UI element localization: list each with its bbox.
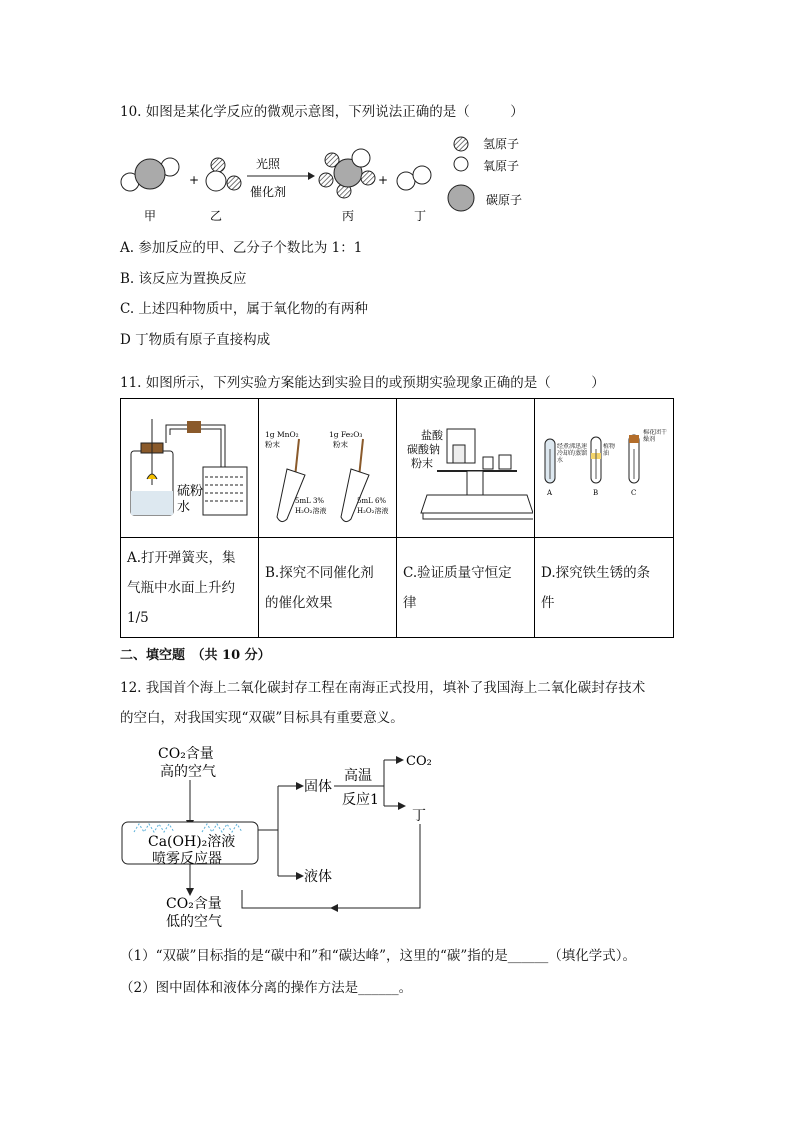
q12-stem-line1: 12. 我国首个海上二氧化碳封存工程在南海正式投用，填补了我国海上二氧化碳封存技术 xyxy=(120,680,646,696)
section-title: 二、填空题 （共 10 分） xyxy=(120,648,271,663)
label-sol1: 5mL 3% xyxy=(295,497,325,505)
q12-sub2: （2）图中固体和液体分离的操作方法是______。 xyxy=(120,980,413,996)
molecule-yi xyxy=(206,158,241,191)
svg-text:C: C xyxy=(631,489,637,497)
experiment-b-image xyxy=(259,399,397,538)
legend xyxy=(448,137,522,211)
legend-oxygen: 氧原子 xyxy=(483,159,520,173)
experiment-a-image xyxy=(121,399,259,538)
oxygen-volume-apparatus xyxy=(121,399,257,533)
q10-option-b: B. 该反应为置换反应 xyxy=(120,271,247,287)
input-air-label: CO₂含量 xyxy=(158,746,214,762)
co2-product: CO₂ xyxy=(406,754,432,769)
svg-text:H₂O₂溶液: H₂O₂溶液 xyxy=(295,507,327,515)
caption-a: A.打开弹簧夹，集 气瓶中水面上升约 1/5 xyxy=(121,538,259,638)
svg-text:粉末: 粉末 xyxy=(265,440,280,449)
reaction1-label: 反应1 xyxy=(342,792,379,808)
plus-2: + xyxy=(378,173,389,187)
svg-text:高的空气: 高的空气 xyxy=(160,764,216,780)
reactor-label-2: 喷雾反应器 xyxy=(152,851,222,867)
svg-text:粉末: 粉末 xyxy=(411,457,433,470)
q12-stem-line2: 的空白，对我国实现“双碳”目标具有重要意义。 xyxy=(120,710,404,726)
label-mno2: 1g MnO₂ xyxy=(265,430,299,439)
output-air-label: CO₂含量 xyxy=(166,896,222,912)
rust-tubes xyxy=(535,399,672,533)
label-yi: 乙 xyxy=(210,209,223,223)
caption-d: D.探究铁生锈的条 件 xyxy=(535,538,674,638)
caption-b: B.探究不同催化剂 的催化效果 xyxy=(259,538,397,638)
molecule-bing xyxy=(319,149,375,198)
molecule-ding xyxy=(397,166,431,190)
svg-text:B: B xyxy=(593,489,599,497)
q11-experiment-table xyxy=(120,398,674,638)
solid-label: 固体 xyxy=(304,779,332,795)
q10-stem: 10. 如图是某化学反应的微观示意图，下列说法正确的是（ ） xyxy=(120,104,524,120)
label-ding: 丁 xyxy=(414,209,427,223)
label-water: 水 xyxy=(177,500,191,515)
svg-text:A: A xyxy=(547,489,553,497)
liquid-label: 液体 xyxy=(304,869,332,885)
label-na2co3: 碳酸钠 xyxy=(407,443,440,456)
q10-reaction-diagram xyxy=(110,128,550,228)
label-oil: 植物油 xyxy=(603,443,615,457)
legend-hydrogen: 氢原子 xyxy=(483,137,520,151)
label-sol2: 5mL 6% xyxy=(357,497,387,505)
q11-stem: 11. 如图所示，下列实验方案能达到实验目的或预期实验现象正确的是（ ） xyxy=(120,375,605,391)
label-fe2o3: 1g Fe₂O₃ xyxy=(329,430,363,439)
balance-apparatus xyxy=(397,399,533,533)
q10-option-c: C. 上述四种物质中，属于氧化物的有两种 xyxy=(120,301,368,317)
caption-c: C.验证质量守恒定 律 xyxy=(397,538,535,638)
q10-option-d: D 丁物质有原子直接构成 xyxy=(120,332,271,348)
legend-carbon: 碳原子 xyxy=(486,193,523,207)
high-temp-label: 高温 xyxy=(344,768,372,784)
label-hcl: 盐酸 xyxy=(421,429,443,442)
experiment-d-image xyxy=(535,399,674,538)
experiment-c-image xyxy=(397,399,535,538)
label-bing: 丙 xyxy=(342,209,355,223)
label-sulfur: 硫粉 xyxy=(177,484,204,499)
label-jia: 甲 xyxy=(144,209,157,223)
svg-text:H₂O₂溶液: H₂O₂溶液 xyxy=(357,507,389,515)
condition-top: 光照 xyxy=(256,157,281,171)
reactor-label-1: Ca(OH)₂溶液 xyxy=(148,834,236,850)
label-boiled-water: 经煮沸迅速冷却的蒸馏水 xyxy=(557,443,588,464)
condition-bottom: 催化剂 xyxy=(250,185,287,199)
svg-text:低的空气: 低的空气 xyxy=(166,914,222,930)
q10-option-a: A. 参加反应的甲、乙分子个数比为 1：1 xyxy=(120,240,363,256)
q12-sub1: （1）“双碳”目标指的是“碳中和”和“碳达峰”，这里的“碳”指的是______（填化学式）。 xyxy=(120,948,637,964)
q12-flow-diagram xyxy=(118,740,458,930)
molecule-jia xyxy=(121,158,179,191)
plus-1: + xyxy=(189,173,200,187)
catalyst-tubes xyxy=(259,399,395,533)
svg-text:粉末: 粉末 xyxy=(333,440,348,449)
ding-product: 丁 xyxy=(412,808,426,824)
label-desiccant: 棉花团干燥剂 xyxy=(643,429,668,443)
